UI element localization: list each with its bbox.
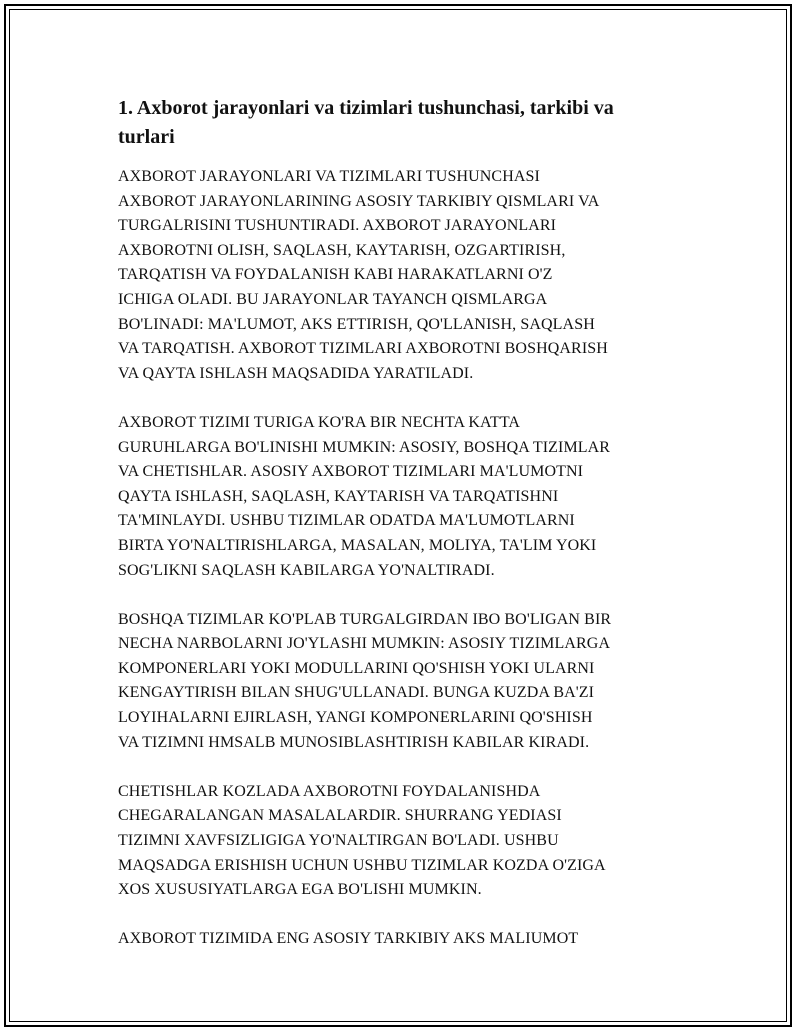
paragraph-line: QAYTA ISHLASH, SAQLASH, KAYTARISH VA TARQATISHNI bbox=[118, 487, 559, 505]
paragraph-line: LOYIHALARNI EJIRLASH, YANGI KOMPONERLARINI QO'SHISH bbox=[118, 709, 593, 727]
paragraph-line: BIRTA YO'NALTIRISHLARGA, MASALAN, MOLIYA, TA'LIM YOKI bbox=[118, 536, 597, 554]
paragraph-line: ICHIGA OLADI. BU JARAYONLAR TAYANCH QISMLARGA bbox=[118, 290, 548, 308]
heading-line: turlari bbox=[118, 126, 175, 148]
paragraph-line: AXBOROT JARAYONLARI VA TIZIMLARI TUSHUNCHASI bbox=[118, 168, 540, 185]
paragraph-2 bbox=[118, 411, 698, 583]
paragraph-line: SOG'LIKNI SAQLASH KABILARGA YO'NALTIRADI. bbox=[118, 561, 495, 579]
document-body bbox=[118, 94, 698, 977]
paragraph-line: TARQATISH VA FOYDALANISH KABI HARAKATLARNI O'Z bbox=[118, 266, 553, 284]
paragraph-line: VA CHETISHLAR. ASOSIY AXBOROT TIZIMLARI MA'LUMOTNI bbox=[118, 463, 584, 481]
paragraph-line: VA TARQATISH. AXBOROT TIZIMLARI AXBOROTNI BOSHQARISH bbox=[118, 340, 608, 358]
paragraph-line: MAQSADGA ERISHISH UCHUN USHBU TIZIMLAR KOZDA O'ZIGA bbox=[118, 856, 606, 874]
heading-line: 1. Axborot jarayonlari va tizimlari tushunchasi, tarkibi va bbox=[118, 97, 614, 119]
paragraph-line: CHEGARALANGAN MASALALARDIR. SHURRANG YEDIASI bbox=[118, 807, 562, 825]
paragraph-line: VA TIZIMNI HMSALB MUNOSIBLASHTIRISH KABILAR KIRADI. bbox=[118, 733, 590, 751]
paragraph-line: AXBOROTNI OLISH, SAQLASH, KAYTARISH, OZGARTIRISH, bbox=[118, 241, 566, 259]
paragraph-line: AXBOROT JARAYONLARINING ASOSIY TARKIBIY QISMLARI VA bbox=[118, 192, 600, 210]
paragraph-line: KOMPONERLARI YOKI MODULLARINI QO'SHISH YOKI ULARNI bbox=[118, 659, 595, 677]
paragraph-line: TURGALRISINI TUSHUNTIRADI. AXBOROT JARAYONLARI bbox=[118, 217, 557, 235]
section-heading bbox=[118, 94, 698, 152]
paragraph-line: NECHA NARBOLARNI JO'YLASHI MUMKIN: ASOSIY TIZIMLARGA bbox=[118, 635, 611, 653]
paragraph-line: XOS XUSUSIYATLARGA EGA BO'LISHI MUMKIN. bbox=[118, 881, 482, 899]
paragraph-3 bbox=[118, 608, 698, 756]
paragraph-line: AXBOROT TIZIMI TURIGA KO'RA BIR NECHTA KATTA bbox=[118, 413, 521, 431]
paragraph-5 bbox=[118, 927, 698, 952]
paragraph-line: AXBOROT TIZIMIDA ENG ASOSIY TARKIBIY AKS MALIUMOT bbox=[118, 930, 579, 948]
paragraph-4 bbox=[118, 780, 698, 903]
paragraph-line: BOSHQA TIZIMLAR KO'PLAB TURGALGIRDAN IBO BO'LIGAN BIR bbox=[118, 610, 612, 628]
paragraph-1 bbox=[118, 165, 698, 386]
paragraph-line: CHETISHLAR KOZLADA AXBOROTNI FOYDALANISHDA bbox=[118, 782, 541, 800]
paragraph-line: TIZIMNI XAVFSIZLIGIGA YO'NALTIRGAN BO'LADI. USHBU bbox=[118, 832, 559, 850]
paragraph-line: TA'MINLAYDI. USHBU TIZIMLAR ODATDA MA'LUMOTLARNI bbox=[118, 512, 575, 530]
paragraph-line: GURUHLARGA BO'LINISHI MUMKIN: ASOSIY, BOSHQA TIZIMLAR bbox=[118, 438, 611, 456]
paragraph-line: KENGAYTIRISH BILAN SHUG'ULLANADI. BUNGA KUZDA BA'ZI bbox=[118, 684, 595, 702]
paragraph-line: VA QAYTA ISHLASH MAQSADIDA YARATILADI. bbox=[118, 364, 474, 382]
paragraph-line: BO'LINADI: MA'LUMOT, AKS ETTIRISH, QO'LLANISH, SAQLASH bbox=[118, 315, 595, 333]
